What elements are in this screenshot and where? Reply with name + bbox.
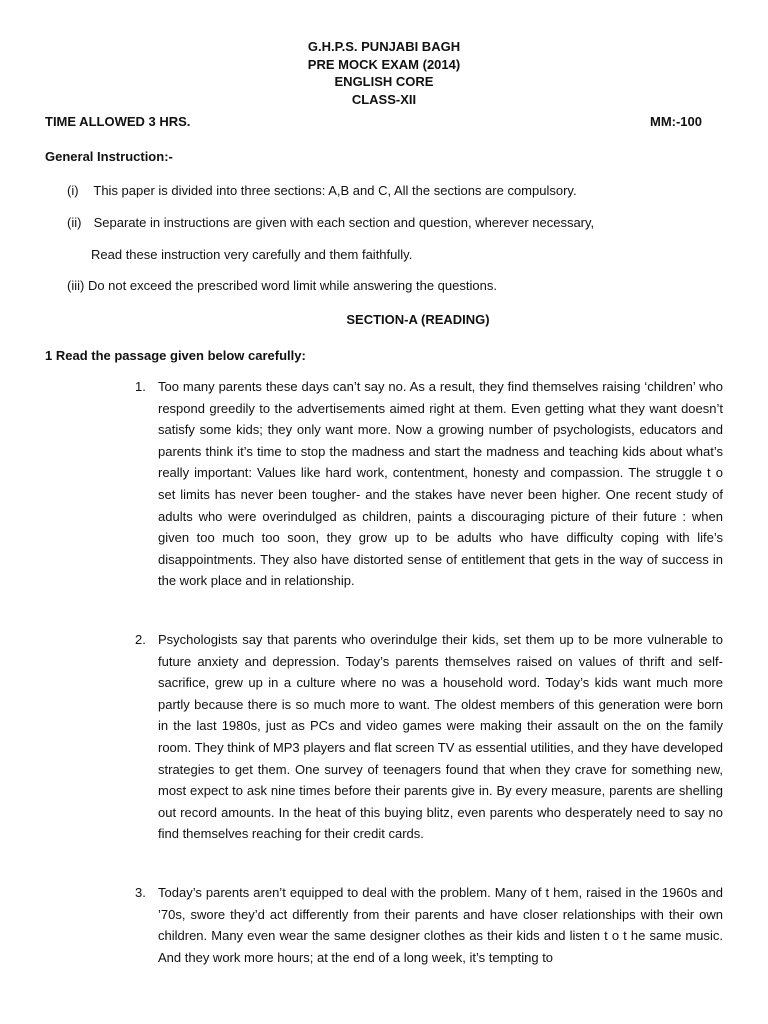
- passage-paragraph: Too many parents these days can’t say no. As a result, they find themselves raising ‘children’ who respond greedily to the advertisements aimed right at them. Even getting what they want doesn’t satisfy some kids; they only want more. Now a growing number of psychologists, educators and parents think it’s time to stop the madness and start the madness and teaching kids about what’s really important: Values like hard work, contentment, honesty and compassion. The struggle t o set limits has never been tougher- and the stakes have never been higher. One recent study of adults who were overindulged as children, paints a discouraging picture of their future : when given too much too soon, they grow up to be adults who have difficulty coping with life’s disappointments. They also have distorted sense of entitlement that gets in the way of success in the work place and in relationship.: [158, 379, 723, 589]
- max-marks: MM:-100: [649, 114, 702, 129]
- class-name: CLASS-XII: [351, 91, 417, 107]
- section-title: SECTION-A (READING): [346, 312, 490, 327]
- paragraph-number: 1.: [135, 379, 146, 394]
- instruction-text: Separate in instructions are given with each section and question, wherever necessary,: [93, 215, 595, 230]
- paragraph-number: 3.: [135, 885, 146, 900]
- instruction-number: (i): [67, 183, 79, 198]
- passage-paragraph: Today’s parents aren’t equipped to deal with the problem. Many of t hem, raised in the 1960s and ’70s, swore they’d act differently from their parents and have closer relationships with their own children. Many even wear the same designer clothes as their kids and listen t o t he same music. And they work more hours; at the end of a long week, it’s tempting to: [158, 885, 723, 965]
- instruction-number: (iii): [67, 278, 85, 293]
- passage-paragraph: Psychologists say that parents who overindulge their kids, set them up to be more vulnerable to future anxiety and depression. Today’s parents themselves raised on values of thrift and self-sacrifice, grew up in a culture where no was a household word. Today’s kids want much more partly because there is so much more to want. The oldest members of this generation were born in the last 1980s, just as PCs and video games were making their assault on the on the family room. They think of MP3 players and flat screen TV as essential utilities, and they have developed strategies to get them. One survey of teenagers found that when they crave for something new, most expect to ask nine times before their parents give in. By every measure, parents are shelling out record amounts. In the heat of this buying blitz, even parents who desperately need to say no find themselves reaching for their credit cards.: [158, 632, 723, 842]
- instruction-continuation: Read these instruction very carefully and them faithfully.: [91, 247, 413, 262]
- instruction-text: Do not exceed the prescribed word limit while answering the questions.: [87, 278, 497, 293]
- instruction-item: [67, 212, 594, 234]
- instruction-text: This paper is divided into three sections: A,B and C, All the sections are compulsory.: [93, 183, 577, 198]
- school-name: G.H.P.S. PUNJABI BAGH: [307, 39, 461, 54]
- time-allowed: TIME ALLOWED 3 HRS.: [45, 114, 191, 129]
- question-lead: 1 Read the passage given below carefully:: [45, 348, 306, 363]
- paragraph-number: 2.: [135, 632, 146, 647]
- general-instruction-title: General Instruction:-: [45, 149, 173, 164]
- subject-name: ENGLISH CORE: [334, 74, 434, 89]
- exam-name: PRE MOCK EXAM (2014): [307, 56, 461, 72]
- instruction-number: (ii): [67, 215, 82, 230]
- exam-header: [0, 38, 768, 108]
- instruction-item: [67, 275, 497, 297]
- instruction-item: [67, 180, 577, 202]
